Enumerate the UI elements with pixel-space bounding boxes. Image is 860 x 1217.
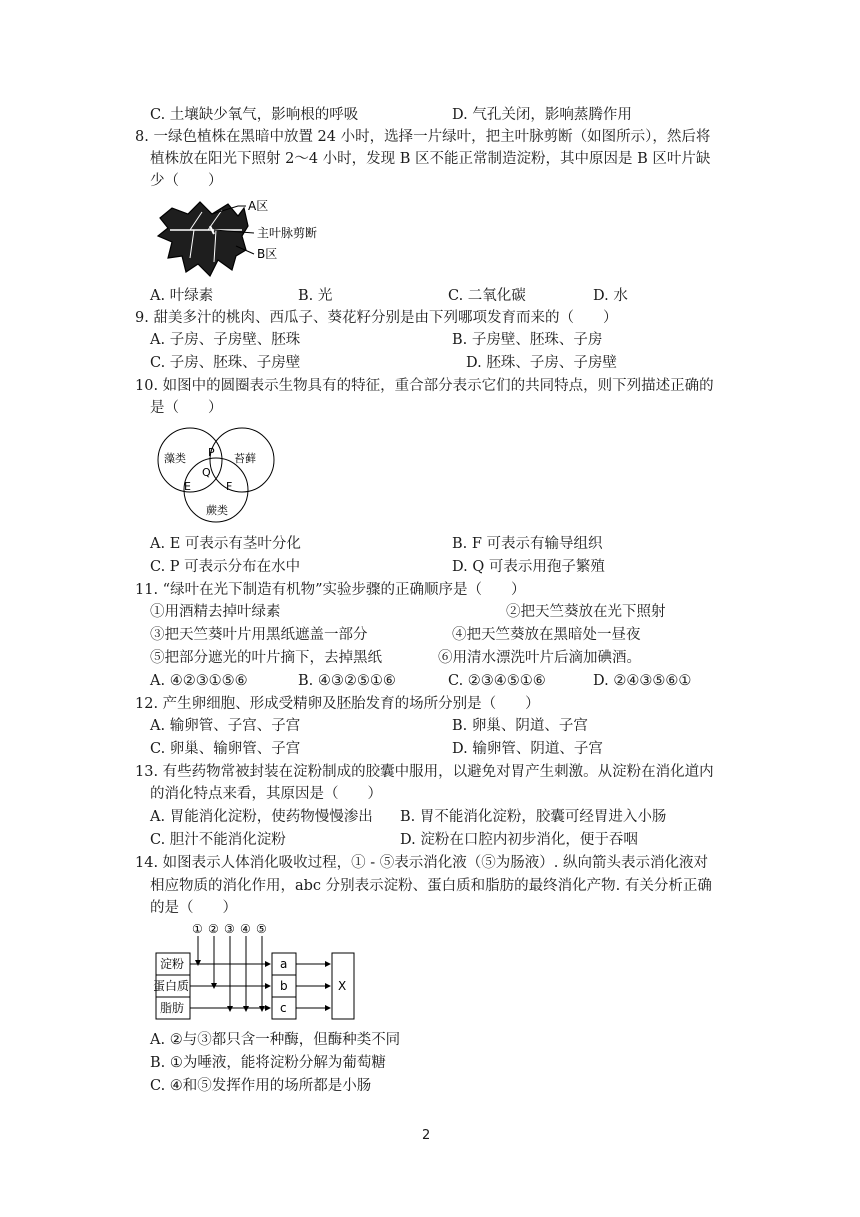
- q10-option-b: B. F 可表示有输导组织: [452, 536, 603, 552]
- q9-option-b: B. 子房壁、胚珠、子房: [452, 332, 603, 348]
- q11-option-d: D. ②④③⑤⑥①: [593, 673, 692, 689]
- q11-step-1: ①用酒精去掉叶绿素: [150, 604, 281, 620]
- q8-option-d: D. 水: [593, 288, 628, 304]
- q11-option-a: A. ④②③①⑤⑥: [150, 673, 248, 689]
- q8-stem-line1: 8. 一绿色植株在黑暗中放置 24 小时，选择一片绿叶，把主叶脉剪断（如图所示），然后将: [135, 129, 711, 145]
- q14-option-c: C. ④和⑤发挥作用的场所都是小肠: [150, 1078, 372, 1094]
- venn-label-moss: 苔藓: [234, 452, 256, 465]
- q11-step-6: ⑥用清水漂洗叶片后滴加碘酒。: [438, 650, 641, 666]
- q11-option-b: B. ④③②⑤①⑥: [298, 673, 396, 689]
- q10-stem-line1: 10. 如图中的圆圈表示生物具有的特征，重合部分表示它们的共同特点，则下列描述正确的: [135, 378, 714, 394]
- leaf-label-cut: 主叶脉剪断: [257, 226, 318, 240]
- q7-option-c: C. 土壤缺少氧气，影响根的呼吸: [150, 107, 359, 123]
- q10-stem-line2: 是（ ）: [150, 400, 223, 416]
- leaf-figure: [150, 196, 350, 280]
- q11-step-3: ③把天竺葵叶片用黑纸遮盖一部分: [150, 627, 368, 643]
- q9-stem: 9. 甜美多汁的桃肉、西瓜子、葵花籽分别是由下列哪项发育而来的（ ）: [135, 310, 618, 326]
- q11-step-5: ⑤把部分遮光的叶片摘下，去掉黑纸: [150, 650, 382, 666]
- q13-option-d: D. 淀粉在口腔内初步消化，便于吞咽: [400, 832, 638, 848]
- q8-option-a: A. 叶绿素: [150, 288, 214, 304]
- q10-option-c: C. P 可表示分布在水中: [150, 559, 301, 575]
- q12-stem: 12. 产生卵细胞、形成受精卵及胚胎发育的场所分别是（ ）: [135, 696, 540, 712]
- q14-option-a: A. ②与③都只含一种酶，但酶种类不同: [150, 1032, 401, 1048]
- q11-step-2: ②把天竺葵放在光下照射: [506, 604, 666, 620]
- product-c: c: [280, 1001, 287, 1015]
- q11-step-4: ④把天竺葵放在黑暗处一昼夜: [452, 627, 641, 643]
- q9-option-d: D. 胚珠、子房、子房壁: [466, 355, 617, 371]
- q10-option-d: D. Q 可表示用孢子繁殖: [452, 559, 605, 575]
- result-x: X: [338, 979, 347, 993]
- q13-option-b: B. 胃不能消化淀粉，胶囊可经胃进入小肠: [400, 809, 667, 825]
- leaf-label-b: B区: [257, 247, 278, 261]
- q14-option-b: B. ①为唾液，能将淀粉分解为葡萄糖: [150, 1055, 386, 1071]
- q9-option-c: C. 子房、胚珠、子房壁: [150, 355, 301, 371]
- page-number: 2: [422, 1128, 431, 1143]
- q10-option-a: A. E 可表示有茎叶分化: [150, 536, 301, 552]
- q7-option-d: D. 气孔关闭，影响蒸腾作用: [452, 107, 632, 123]
- juice-label-4: ④: [240, 922, 251, 936]
- q12-option-c: C. 卵巢、输卵管、子宫: [150, 741, 301, 757]
- q13-stem-line1: 13. 有些药物常被封装在淀粉制成的胶囊中服用，以避免对胃产生刺激。从淀粉在消化道内: [135, 764, 714, 780]
- nutrient-fat: 脂肪: [160, 1001, 185, 1015]
- q14-stem-line3: 的是（ ）: [150, 900, 237, 916]
- digestion-figure: [150, 920, 370, 1022]
- q14-stem-line2: 相应物质的消化作用，abc 分别表示淀粉、蛋白质和脂肪的最终消化产物. 有关分析正确: [150, 878, 712, 894]
- venn-figure: [150, 424, 284, 528]
- venn-label-f: F: [226, 480, 233, 493]
- juice-label-5: ⑤: [256, 922, 267, 936]
- q12-option-a: A. 输卵管、子宫、子宫: [150, 718, 301, 734]
- q13-option-c: C. 胆汁不能消化淀粉: [150, 832, 286, 848]
- q13-option-a: A. 胃能消化淀粉，使药物慢慢渗出: [150, 809, 373, 825]
- venn-label-e: E: [184, 480, 191, 493]
- venn-label-p: P: [208, 446, 215, 459]
- q8-stem-line3: 少（ ）: [150, 173, 223, 189]
- venn-label-algae: 藻类: [164, 452, 186, 465]
- venn-label-q: Q: [202, 466, 211, 479]
- juice-label-1: ①: [192, 922, 203, 936]
- q8-option-c: C. 二氧化碳: [448, 288, 526, 304]
- juice-label-3: ③: [224, 922, 235, 936]
- q9-option-a: A. 子房、子房壁、胚珠: [150, 332, 301, 348]
- juice-label-2: ②: [208, 922, 219, 936]
- q12-option-d: D. 输卵管、阴道、子宫: [452, 741, 603, 757]
- q11-stem: 11. “绿叶在光下制造有机物”实验步骤的正确顺序是（ ）: [135, 582, 526, 598]
- q8-option-b: B. 光: [298, 288, 333, 304]
- q13-stem-line2: 的消化特点来看，其原因是（ ）: [150, 786, 382, 802]
- venn-label-fern: 蕨类: [206, 504, 228, 517]
- q11-option-c: C. ②③④⑤①⑥: [448, 673, 546, 689]
- leaf-label-a: A区: [248, 199, 269, 213]
- q8-stem-line2: 植株放在阳光下照射 2～4 小时，发现 B 区不能正常制造淀粉，其中原因是 B 区叶片缺: [150, 151, 711, 167]
- nutrient-protein: 蛋白质: [153, 979, 190, 993]
- q12-option-b: B. 卵巢、阴道、子宫: [452, 718, 588, 734]
- product-b: b: [280, 979, 288, 993]
- nutrient-starch: 淀粉: [160, 957, 185, 971]
- q14-stem-line1: 14. 如图表示人体消化吸收过程，① - ⑤表示消化液（⑤为肠液）. 纵向箭头表示消化液对: [135, 855, 709, 871]
- product-a: a: [280, 957, 288, 971]
